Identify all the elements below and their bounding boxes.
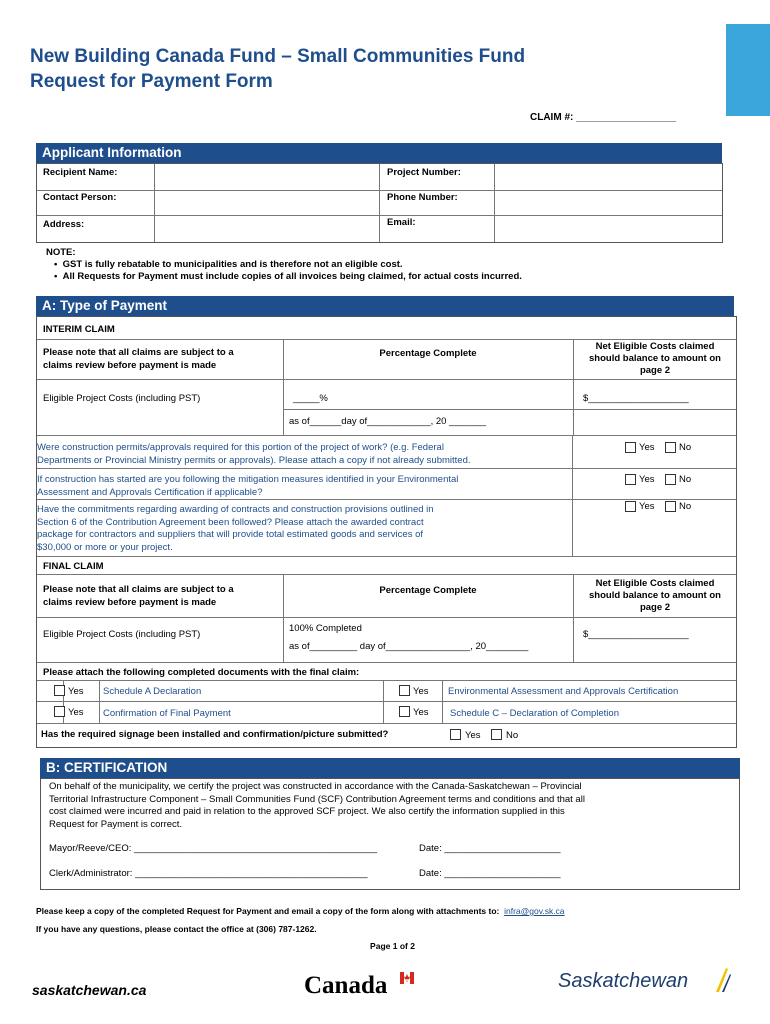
interim-dollar-input[interactable]: $___________________ bbox=[583, 393, 689, 404]
permits-no-checkbox[interactable] bbox=[665, 442, 676, 453]
wheat-icon bbox=[710, 964, 732, 994]
doc-schedule-a: Schedule A Declaration bbox=[103, 686, 202, 697]
interim-pct-input[interactable]: _____% bbox=[293, 393, 328, 404]
attach-heading: Please attach the following completed documents with the final claim: bbox=[43, 667, 360, 678]
schedule-c-checkbox[interactable] bbox=[399, 706, 410, 717]
final-note: Please note that all claims are subject to a claims review before payment is made bbox=[43, 584, 234, 608]
signage-no-checkbox[interactable] bbox=[491, 729, 502, 740]
footer-website: saskatchewan.ca bbox=[32, 982, 147, 998]
canada-flag-icon bbox=[400, 972, 414, 984]
interim-eligible-label: Eligible Project Costs (including PST) bbox=[43, 393, 201, 404]
yes-label: Yes bbox=[639, 474, 655, 485]
yes-label: Yes bbox=[68, 686, 84, 697]
final-eligible-label: Eligible Project Costs (including PST) bbox=[43, 629, 201, 640]
question-permits: Were construction permits/approvals required for this portion of the project of work? (e.g. Federal Departments or Provincial Ministry permits or approvals). Please attach a copy if not already submitted. bbox=[37, 442, 471, 466]
schedule-a-checkbox[interactable] bbox=[54, 685, 65, 696]
interim-pct-header: Percentage Complete bbox=[379, 348, 477, 359]
final-payment-checkbox[interactable] bbox=[54, 706, 65, 717]
mitigation-yes-checkbox[interactable] bbox=[625, 474, 636, 485]
contact-person-label: Contact Person: bbox=[43, 192, 117, 203]
canada-wordmark: Canada bbox=[304, 972, 388, 999]
final-net-header: Net Eligible Costs claimed should balance to amount on page 2 bbox=[589, 578, 721, 613]
contact-person-input[interactable] bbox=[156, 191, 378, 214]
project-number-label: Project Number: bbox=[387, 167, 461, 178]
contracts-yes-checkbox[interactable] bbox=[625, 501, 636, 512]
address-label: Address: bbox=[43, 219, 85, 230]
doc-env-assessment: Environmental Assessment and Approvals Certification bbox=[448, 686, 679, 697]
yes-label: Yes bbox=[639, 442, 655, 453]
no-label: No bbox=[679, 442, 692, 453]
final-asof-input[interactable]: as of_________ day of________________, 20________ bbox=[289, 641, 529, 652]
page-number: Page 1 of 2 bbox=[370, 941, 415, 951]
note-heading: NOTE: bbox=[46, 247, 76, 258]
final-dollar-input[interactable]: $___________________ bbox=[583, 629, 689, 640]
clerk-date-field[interactable]: Date: ______________________ bbox=[419, 868, 561, 879]
saskatchewan-logo: Saskatchewan bbox=[558, 970, 689, 992]
recipient-name-label: Recipient Name: bbox=[43, 167, 118, 178]
yes-label: Yes bbox=[413, 686, 429, 697]
interim-asof-input[interactable]: as of______day of____________, 20 _______ bbox=[289, 416, 487, 427]
email-input[interactable] bbox=[496, 216, 721, 241]
section-b-box bbox=[40, 778, 740, 890]
applicant-header: Applicant Information bbox=[36, 143, 722, 163]
keep-copy-text: Please keep a copy of the completed Request for Payment and email a copy of the form along with attachments to: infra@gov.sk.ca bbox=[36, 906, 565, 916]
final-pct-value: 100% Completed bbox=[289, 623, 362, 634]
yes-label: Yes bbox=[413, 707, 429, 718]
no-label: No bbox=[679, 501, 692, 512]
section-b-header: B: CERTIFICATION bbox=[40, 758, 740, 778]
mayor-signature-field[interactable]: Mayor/Reeve/CEO: ______________________________________________ bbox=[49, 843, 378, 854]
interim-net-header: Net Eligible Costs claimed should balance to amount on page 2 bbox=[589, 341, 721, 376]
env-assessment-checkbox[interactable] bbox=[399, 685, 410, 696]
signage-yes-checkbox[interactable] bbox=[450, 729, 461, 740]
interim-claim-label: INTERIM CLAIM bbox=[43, 324, 115, 335]
mitigation-no-checkbox[interactable] bbox=[665, 474, 676, 485]
phone-number-input[interactable] bbox=[496, 191, 721, 214]
mayor-date-field[interactable]: Date: ______________________ bbox=[419, 843, 561, 854]
doc-schedule-c: Schedule C – Declaration of Completion bbox=[450, 708, 619, 719]
page-title bbox=[30, 44, 525, 94]
section-a-header: A: Type of Payment bbox=[36, 296, 734, 316]
recipient-name-input[interactable] bbox=[156, 165, 378, 189]
interim-note: Please note that all claims are subject to a claims review before payment is made bbox=[43, 347, 234, 371]
contact-text: If you have any questions, please contact the office at (306) 787-1262. bbox=[36, 924, 317, 934]
corner-tab bbox=[726, 24, 770, 116]
yes-label: Yes bbox=[68, 707, 84, 718]
note-item-1: • GST is fully rebatable to municipalities and is therefore not an eligible cost. bbox=[54, 259, 403, 270]
no-label: No bbox=[679, 474, 692, 485]
final-pct-header: Percentage Complete bbox=[379, 585, 477, 596]
clerk-signature-field[interactable]: Clerk/Administrator: ____________________________________________ bbox=[49, 868, 368, 879]
address-input[interactable] bbox=[156, 216, 378, 241]
permits-yes-checkbox[interactable] bbox=[625, 442, 636, 453]
yes-label: Yes bbox=[639, 501, 655, 512]
question-mitigation: If construction has started are you following the mitigation measures identified in your Environmental Assessment and Approvals Certification if applicable? bbox=[37, 474, 459, 498]
question-contracts: Have the commitments regarding awarding of contracts and construction provisions outlined in Section 6 of the Contribution Agreement been followed? Please attach the awarded contract package for contractors and suppliers that will provide total estimated goods and services of $30,000 or more or your project. bbox=[37, 504, 434, 553]
title-line-2: Request for Payment Form bbox=[30, 71, 273, 92]
final-claim-label: FINAL CLAIM bbox=[43, 561, 104, 572]
doc-final-payment: Confirmation of Final Payment bbox=[103, 708, 231, 719]
no-label: No bbox=[506, 730, 519, 741]
project-number-input[interactable] bbox=[496, 165, 721, 189]
yes-label: Yes bbox=[465, 730, 481, 741]
email-link[interactable]: infra@gov.sk.ca bbox=[504, 906, 565, 916]
applicant-table bbox=[36, 163, 723, 243]
note-item-2: • All Requests for Payment must include copies of all invoices being claimed, for actual costs incurred. bbox=[54, 271, 522, 282]
claim-number-field[interactable]: CLAIM #: __________________ bbox=[530, 112, 677, 123]
certification-text: On behalf of the municipality, we certify the project was constructed in accordance with the Canada-Saskatchewan – Provincial Territorial Infrastructure Component – Small Communities Fund (SCF) Contribution Agreement terms and conditions and that all cost claimed were incurred and paid in relation to the approved SCF project. We also certify the information supplied in this Request for Payment is correct. bbox=[49, 781, 585, 830]
email-label: Email: bbox=[387, 217, 416, 228]
phone-number-label: Phone Number: bbox=[387, 192, 458, 203]
section-a-table bbox=[36, 316, 737, 748]
title-line-1: New Building Canada Fund – Small Communities Fund bbox=[30, 46, 526, 67]
signage-question: Has the required signage been installed and confirmation/picture submitted? bbox=[41, 729, 389, 740]
contracts-no-checkbox[interactable] bbox=[665, 501, 676, 512]
